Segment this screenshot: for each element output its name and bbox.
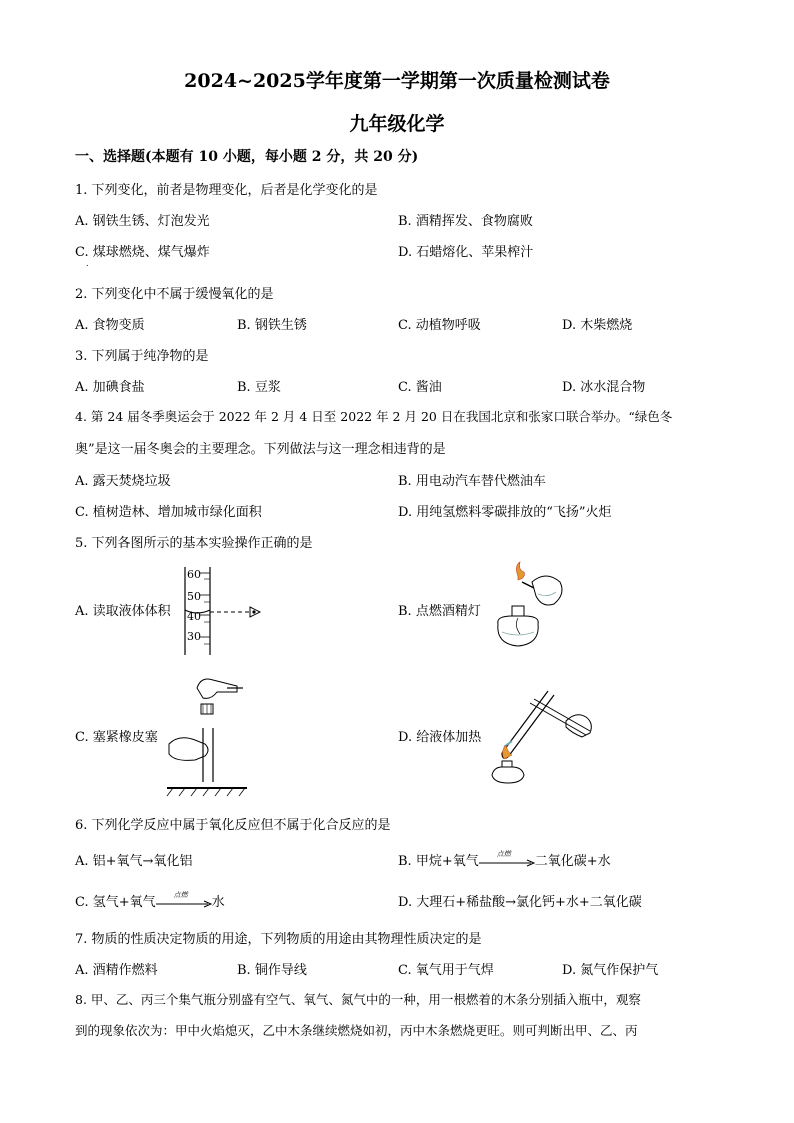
question-3-option-c[interactable]: C. 酱油 <box>398 380 442 395</box>
exam-title: 2024~2025学年度第一学期第一次质量检测试卷 <box>184 70 610 92</box>
question-2-stem: 2. 下列变化中不属于缓慢氧化的是 <box>75 287 274 302</box>
question-2-option-b[interactable]: B. 钢铁生锈 <box>237 318 307 333</box>
reaction-condition-label: 点燃 <box>496 849 511 858</box>
question-6-stem: 6. 下列化学反应中属于氧化反应但不属于化合反应的是 <box>75 818 391 833</box>
question-7-option-a[interactable]: A. 酒精作燃料 <box>75 963 158 978</box>
question-6-option-d[interactable]: D. 大理石+稀盐酸→氯化钙+水+二氧化碳 <box>398 895 642 910</box>
question-1-option-c[interactable]: C. 煤球燃烧、煤气爆炸 <box>75 245 210 260</box>
question-3-stem: 3. 下列属于纯净物的是 <box>75 349 209 364</box>
cylinder-tick-40: 40 <box>187 610 201 623</box>
question-4-option-a[interactable]: A. 露天焚烧垃圾 <box>75 474 171 489</box>
question-7-option-d[interactable]: D. 氮气作保护气 <box>562 963 659 978</box>
question-8-stem-line-1: 8. 甲、乙、丙三个集气瓶分别盛有空气、氧气、氮气中的一种，用一根燃着的木条分别插入瓶中，观察 <box>75 992 641 1007</box>
question-1-option-b[interactable]: B. 酒精挥发、食物腐败 <box>398 214 533 229</box>
question-8-stem-line-2: 到的现象依次为：甲中火焰熄灭，乙中木条继续燃烧如初，丙中木条燃烧更旺。则可判断出甲、乙、丙 <box>75 1023 638 1038</box>
question-7-option-b[interactable]: B. 铜作导线 <box>237 963 307 978</box>
question-1-stem: 1. 下列变化，前者是物理变化，后者是化学变化的是 <box>75 183 378 198</box>
question-1-option-d[interactable]: D. 石蜡熔化、苹果榨汁 <box>398 245 534 260</box>
question-6-option-b[interactable] <box>398 850 611 869</box>
question-3-option-a[interactable]: A. 加碘食盐 <box>75 380 145 395</box>
stray-mark: . <box>86 259 89 268</box>
section-heading: 一、选择题(本题有 10 小题，每小题 2 分，共 20 分) <box>75 149 419 165</box>
exam-subtitle: 九年级化学 <box>349 113 445 135</box>
question-6-option-b-reactants: B. 甲烷+氧气 <box>398 854 479 869</box>
question-2-option-a[interactable]: A. 食物变质 <box>75 318 145 333</box>
arrow-icon <box>479 855 535 869</box>
stopper-test-tube-figure <box>165 670 265 798</box>
question-5-option-d[interactable]: D. 给液体加热 <box>398 730 482 745</box>
question-3-option-b[interactable]: B. 豆浆 <box>237 380 281 395</box>
reaction-condition-label: 点燃 <box>173 890 188 899</box>
question-4-option-d[interactable]: D. 用纯氢燃料零碳排放的“飞扬”火炬 <box>398 505 612 520</box>
question-6-option-a[interactable]: A. 铝+氧气→氧化铝 <box>75 854 193 869</box>
reaction-arrow <box>156 890 212 910</box>
question-5-stem: 5. 下列各图所示的基本实验操作正确的是 <box>75 536 313 551</box>
cylinder-tick-50: 50 <box>187 590 201 603</box>
question-3-option-d[interactable]: D. 冰水混合物 <box>562 380 646 395</box>
arrow-icon <box>156 896 212 910</box>
heating-liquid-figure <box>490 683 600 783</box>
cylinder-tick-30: 30 <box>187 630 201 643</box>
question-2-option-d[interactable]: D. 木柴燃烧 <box>562 318 633 333</box>
question-6-option-c[interactable] <box>75 891 225 910</box>
question-4-stem-line-1: 4. 第 24 届冬季奥运会于 2022 年 2 月 4 日至 2022 年 2 月 20 日在我国北京和张家口联合举办。“绿色冬 <box>75 409 673 424</box>
question-5-option-a[interactable]: A. 读取液体体积 <box>75 604 171 619</box>
question-1-option-a[interactable]: A. 钢铁生锈、灯泡发光 <box>75 214 210 229</box>
question-6-option-b-products: 二氧化碳+水 <box>534 854 611 869</box>
question-5-option-c[interactable]: C. 塞紧橡皮塞 <box>75 730 158 745</box>
question-4-option-c[interactable]: C. 植树造林、增加城市绿化面积 <box>75 505 262 520</box>
question-7-option-c[interactable]: C. 氧气用于气焊 <box>398 963 494 978</box>
question-4-stem-line-2: 奥”是这一届冬奥会的主要理念。下列做法与这一理念相违背的是 <box>75 442 446 457</box>
question-6-option-c-products: 水 <box>211 895 225 910</box>
reaction-arrow <box>479 849 535 869</box>
alcohol-lamp-lighting-figure <box>488 562 568 652</box>
question-4-option-b[interactable]: B. 用电动汽车替代燃油车 <box>398 474 546 489</box>
question-5-option-b[interactable]: B. 点燃酒精灯 <box>398 604 481 619</box>
cylinder-tick-60: 60 <box>187 568 201 581</box>
question-7-stem: 7. 物质的性质决定物质的用途，下列物质的用途由其物理性质决定的是 <box>75 932 482 947</box>
question-2-option-c[interactable]: C. 动植物呼吸 <box>398 318 481 333</box>
question-6-option-c-reactants: C. 氢气+氧气 <box>75 895 156 910</box>
